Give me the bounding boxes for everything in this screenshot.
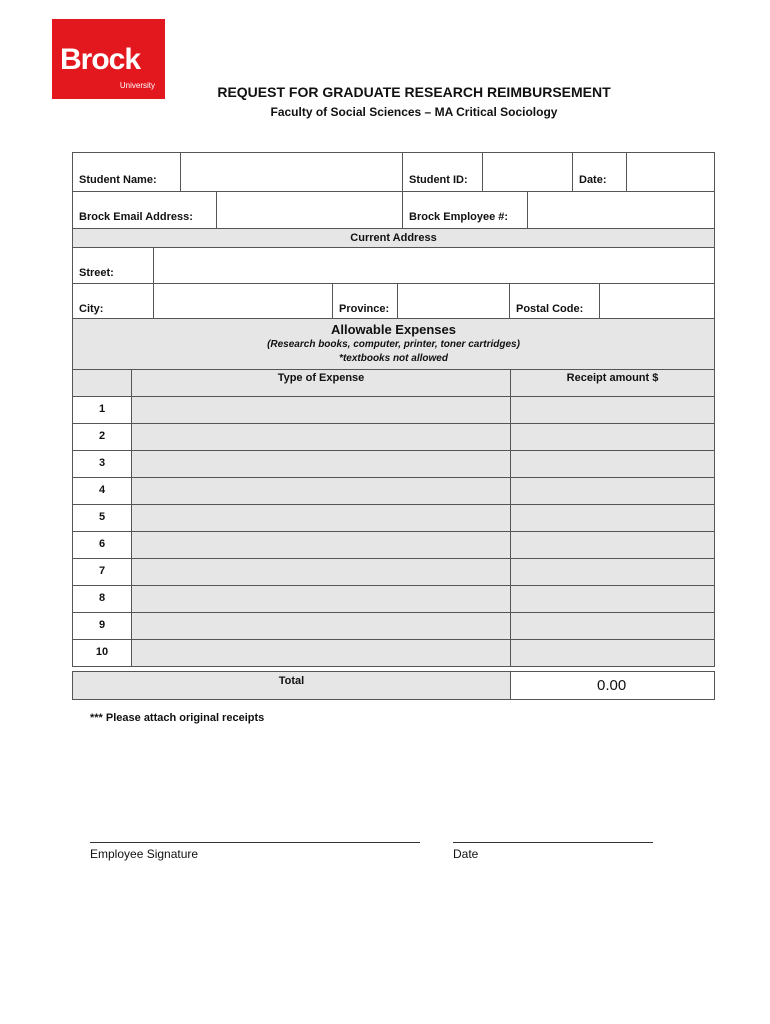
expense-type-field[interactable]	[131, 450, 511, 478]
date-field[interactable]	[626, 152, 715, 192]
street-field[interactable]	[153, 247, 715, 284]
expense-row-number: 10	[72, 639, 132, 667]
receipt-amount-field[interactable]	[510, 477, 715, 505]
city-field[interactable]	[153, 283, 333, 319]
expense-type-field[interactable]	[131, 639, 511, 667]
expense-row-number: 2	[72, 423, 132, 451]
expense-row-number: 8	[72, 585, 132, 613]
total-amount: 0.00	[510, 671, 715, 700]
postal-code-field[interactable]	[599, 283, 715, 319]
receipt-amount-header: Receipt amount $	[510, 369, 715, 397]
receipt-amount-field[interactable]	[510, 396, 715, 424]
expense-type-field[interactable]	[131, 477, 511, 505]
allowable-expenses-title: Allowable Expenses	[331, 322, 456, 337]
expense-row-number: 5	[72, 504, 132, 532]
total-label: Total	[72, 671, 511, 700]
receipt-amount-field[interactable]	[510, 585, 715, 613]
expense-type-field[interactable]	[131, 612, 511, 640]
expense-row-number: 9	[72, 612, 132, 640]
expense-type-field[interactable]	[131, 585, 511, 613]
receipt-amount-field[interactable]	[510, 639, 715, 667]
expense-type-field[interactable]	[131, 558, 511, 586]
email-label: Brock Email Address:	[72, 191, 217, 229]
receipt-amount-field[interactable]	[510, 558, 715, 586]
textbooks-restriction: *textbooks not allowed	[339, 353, 448, 364]
form-title: REQUEST FOR GRADUATE RESEARCH REIMBURSEMENT	[217, 84, 611, 100]
expense-row-number: 6	[72, 531, 132, 559]
expense-row-number: 3	[72, 450, 132, 478]
student-id-label: Student ID:	[402, 152, 483, 192]
logo-subtext: University	[119, 81, 155, 90]
student-name-label: Student Name:	[72, 152, 181, 192]
street-label: Street:	[72, 247, 154, 284]
receipt-amount-field[interactable]	[510, 531, 715, 559]
row-number-header	[72, 369, 132, 397]
date-label: Date:	[572, 152, 627, 192]
expense-type-field[interactable]	[131, 396, 511, 424]
attach-receipts-note: *** Please attach original receipts	[90, 712, 265, 724]
province-label: Province:	[332, 283, 398, 319]
current-address-header: Current Address	[72, 228, 715, 248]
employee-signature-line[interactable]	[90, 842, 420, 843]
employee-signature-label: Employee Signature	[90, 847, 199, 861]
postal-code-label: Postal Code:	[509, 283, 600, 319]
receipt-amount-field[interactable]	[510, 423, 715, 451]
receipt-amount-field[interactable]	[510, 450, 715, 478]
receipt-amount-field[interactable]	[510, 504, 715, 532]
form-subtitle: Faculty of Social Sciences – MA Critical Sociology	[270, 105, 558, 119]
allowable-expenses-examples: (Research books, computer, printer, toner cartridges)	[267, 339, 520, 350]
expense-row-number: 7	[72, 558, 132, 586]
expense-row-number: 1	[72, 396, 132, 424]
expense-type-field[interactable]	[131, 504, 511, 532]
student-id-field[interactable]	[482, 152, 573, 192]
date-signature-line[interactable]	[453, 842, 653, 843]
type-of-expense-header: Type of Expense	[131, 369, 511, 397]
logo-text: Brock	[60, 43, 141, 76]
employee-number-field[interactable]	[527, 191, 715, 229]
date-signature-label: Date	[453, 847, 479, 861]
student-name-field[interactable]	[180, 152, 403, 192]
expense-type-field[interactable]	[131, 423, 511, 451]
receipt-amount-field[interactable]	[510, 612, 715, 640]
employee-number-label: Brock Employee #:	[402, 191, 528, 229]
allowable-expenses-header	[72, 318, 715, 370]
province-field[interactable]	[397, 283, 510, 319]
city-label: City:	[72, 283, 154, 319]
expense-row-number: 4	[72, 477, 132, 505]
expense-type-field[interactable]	[131, 531, 511, 559]
email-field[interactable]	[216, 191, 403, 229]
